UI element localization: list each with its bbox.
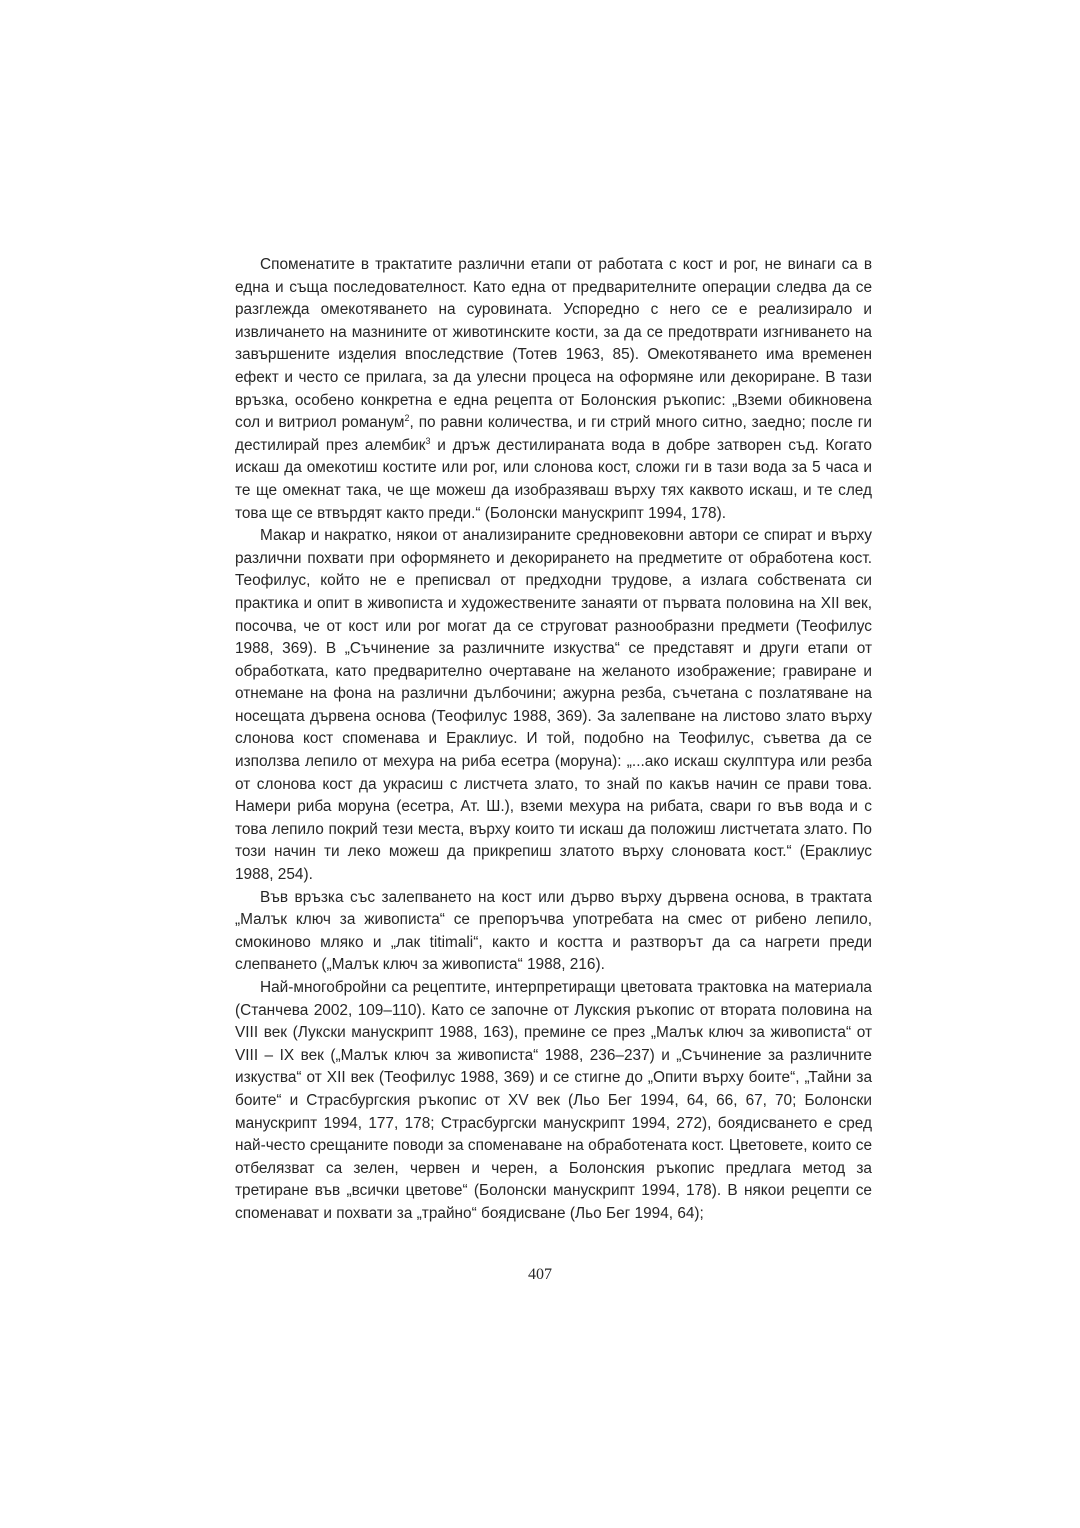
paragraph-3: [235, 887, 872, 977]
paragraph-1: [235, 254, 872, 525]
footnote-ref-2[interactable]: 2: [404, 413, 410, 424]
page-number: 407: [528, 1266, 552, 1283]
paragraph-2: [235, 525, 872, 887]
body-text: [235, 254, 872, 1226]
paragraph-text: и дръж дестилираната вода в добре затворен съд. Когато искаш да омекотиш костите или рог, или слонова кост, сложи ги в тази вода за 5 часа и те ще омекнат така, че ще можеш да изобразяваш върху тях каквото искаш, и те след това ще се втвърдят както преди.“ (Болонски манускрипт 1994, 178).: [235, 436, 872, 522]
paragraph-text: Във връзка със залепването на кост или дърво върху дървена основа, в трактата „Малък ключ за живописта“ се препоръчва употребата на смес от рибено лепило, смокиново мляко и „лак titimali“, както и костта и разтворът да са нагрети преди слепването („Малък ключ за живописта“ 1988, 216).: [235, 888, 872, 974]
paragraph-text: Най-многобройни са рецептите, интерпретиращи цветовата трактовка на материала (Станчева 2002, 109–110). Като се започне от Лукския ръкопис от втората половина на VIII век (Лукски манускрипт 1988, 163), премине се през „Малък ключ за живописта“ от VIII – IX век („Малък ключ за живописта“ 1988, 236–237) и „Съчинение за различните изкуства“ от XII век (Теофилус 1988, 369) и се стигне до „Опити върху боите“, „Тайни за боите“ и Страсбургския ръкопис от XV век (Льо Бег 1994, 64, 66, 67, 70; Болонски манускрипт 1994, 177, 178; Страсбургски манускрипт 1994, 272), боядисването е сред най-често срещаните поводи за споменаване на обработената кост. Цветовете, които се отбелязват са зелен, червен и черен, а Болонския ръкопис предлага метод за третиране във „всички цветове“ (Болонски манускрипт 1994, 178). В някои рецепти се споменават и похвати за „трайно“ боядисване (Льо Бег 1994, 64);: [235, 979, 872, 1222]
paragraph-text: , по равни количества, и ги стрий много ситно, заедно; после ги дестилирай през алембик: [235, 414, 872, 454]
paragraph-4: [235, 977, 872, 1226]
paragraph-text: Макар и накратко, някои от анализираните средновековни автори се спират и върху различни похвати при оформянето и декорирането на предметите от обработена кост. Теофилус, който не е преписвал от предходни трудове, а излага собствената си практика и опит в живописта и художествените занаяти от първата половина на XII век, посочва, че от кост или рог могат да се струговат разнообразни предмети (Теофилус 1988, 369). В „Съчинение за различните изкуства“ се представят и други етапи от обработката, като предварително очертаване на желаното изображение; гравиране и отнемане на фона на различни дълбочини; ажурна резба, съчетана с позлатяване на носещата дървена основа (Теофилус 1988, 369). За залепване на листово злато върху слонова кост споменава и Ераклиус. И той, подобно на Теофилус, съветва да се използва лепило от мехура на риба есетра (моруна): „...ако искаш скулптура или резба от слонова кост да украсиш с листчета злато, то знай по какъв начин се прави това. Намери риба моруна (есетра, Ат. Ш.), вземи мехура на рибата, свари го във вода и с това лепило покрий тези места, върху които ти искаш да положиш листчетата злато. По този начин ти леко можеш да прикрепиш златото върху слоновата кост.“ (Ераклиус 1988, 254).: [235, 527, 872, 884]
paragraph-text: Споменатите в трактатите различни етапи от работата с кост и рог, не винаги са в една и съща последователност. Като една от предварителните операции следва да се разглежда омекотяването на суровината. Успоредно с него се е реализирало и извличането на мазнините от животинските кости, за да се предотврати изгниването на завършените изделия впоследствие (Тотев 1963, 85). Омекотяването има временен ефект и често се прилага, за да улесни процеса на оформяне или декориране. В тази връзка, особено конкретна е една рецепта от Болонския ръкопис: „Вземи обикновена сол и витриол романум: [235, 256, 872, 432]
footnote-ref-3[interactable]: 3: [425, 435, 431, 446]
